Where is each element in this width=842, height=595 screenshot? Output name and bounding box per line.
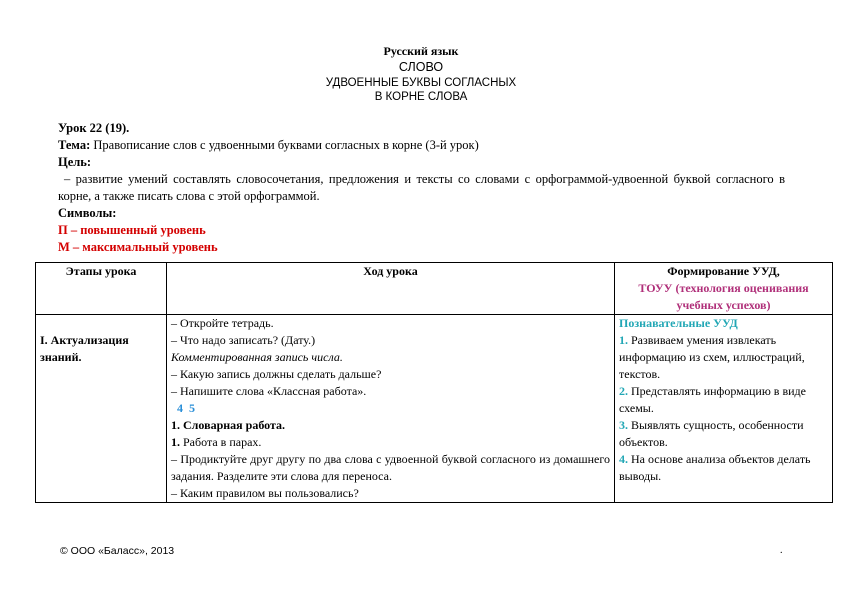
uud-item xyxy=(619,451,828,485)
course-item-number: 1. xyxy=(171,435,180,449)
goal-label: Цель: xyxy=(58,155,92,169)
course-line: – Какую запись должны сделать дальше? xyxy=(171,367,382,381)
subject-title: Русский язык xyxy=(383,44,459,58)
header-touu: ТОУУ (технология оценивания учебных успехов) xyxy=(638,281,809,312)
uud-item-text: На основе анализа объектов делать выводы. xyxy=(619,452,811,483)
uud-item-number: 2. xyxy=(619,384,628,398)
uud-item-number: 3. xyxy=(619,418,628,432)
stage-name: I. Актуализация знаний. xyxy=(40,333,129,364)
lesson-number: Урок 22 (19). xyxy=(58,121,130,135)
section-title: СЛОВО xyxy=(398,60,444,74)
course-line: – Продиктуйте друг другу по два слова с удвоенной буквой согласного из домашнего задания. Разделите эти слова для переноса. xyxy=(171,452,610,483)
level-m: М – максимальный уровень xyxy=(58,240,218,254)
table-header-row xyxy=(36,263,833,315)
uud-item-text: Представлять информацию в виде схемы. xyxy=(619,384,806,415)
lesson-table xyxy=(35,262,833,503)
symbols-label: Символы: xyxy=(58,206,117,220)
header-course: Ход урока xyxy=(167,263,615,315)
lesson-intro xyxy=(58,120,785,256)
course-line xyxy=(171,434,610,451)
uud-item xyxy=(619,332,828,383)
uud-item-text: Развиваем умения извлекать информацию из схем, иллюстраций, текстов. xyxy=(619,333,805,381)
uud-item-number: 1. xyxy=(619,333,628,347)
course-heading: 1. Словарная работа. xyxy=(171,418,286,432)
stage-cell xyxy=(36,315,167,503)
level-p: П – повышенный уровень xyxy=(58,223,206,237)
theme-text: Правописание слов с удвоенными буквами согласных в корне (3-й урок) xyxy=(93,138,479,152)
header-uud-title: Формирование УУД, xyxy=(667,264,780,278)
topic-line-1: УДВОЕННЫЕ БУКВЫ СОГЛАСНЫХ xyxy=(325,77,517,89)
copyright-footer: © ООО «Баласс», 2013 xyxy=(60,545,175,557)
course-line: – Каким правилом вы пользовались? xyxy=(171,486,359,500)
footer-mark: . xyxy=(780,545,783,556)
course-line: – Напишите слова «Классная работа». xyxy=(171,384,367,398)
uud-item-number: 4. xyxy=(619,452,628,466)
theme-label: Тема: xyxy=(58,138,91,152)
uud-item xyxy=(619,383,828,417)
course-line: Комментированная запись числа. xyxy=(171,350,343,364)
course-line: – Откройте тетрадь. xyxy=(171,316,274,330)
uud-item xyxy=(619,417,828,451)
topic-line-2: В КОРНЕ СЛОВА xyxy=(374,91,468,103)
course-cell xyxy=(167,315,615,503)
course-level-marks: 4 5 xyxy=(177,401,195,415)
uud-title: Познавательные УУД xyxy=(619,316,738,330)
header-stages: Этапы урока xyxy=(36,263,167,315)
course-line: – Что надо записать? (Дату.) xyxy=(171,333,316,347)
course-item-text: Работа в парах. xyxy=(183,435,262,449)
header-uud xyxy=(615,263,833,315)
page-header xyxy=(0,44,842,104)
goal-text: – развитие умений составлять словосочетания, предложения и тексты со словами с орфограммой-удвоенной буквой согласного в корне, а также писать слова с этой орфограммой. xyxy=(58,172,785,203)
uud-item-text: Выявлять сущность, особенности объектов. xyxy=(619,418,804,449)
table-row xyxy=(36,315,833,503)
uud-cell xyxy=(615,315,833,503)
theme-line xyxy=(58,137,785,154)
